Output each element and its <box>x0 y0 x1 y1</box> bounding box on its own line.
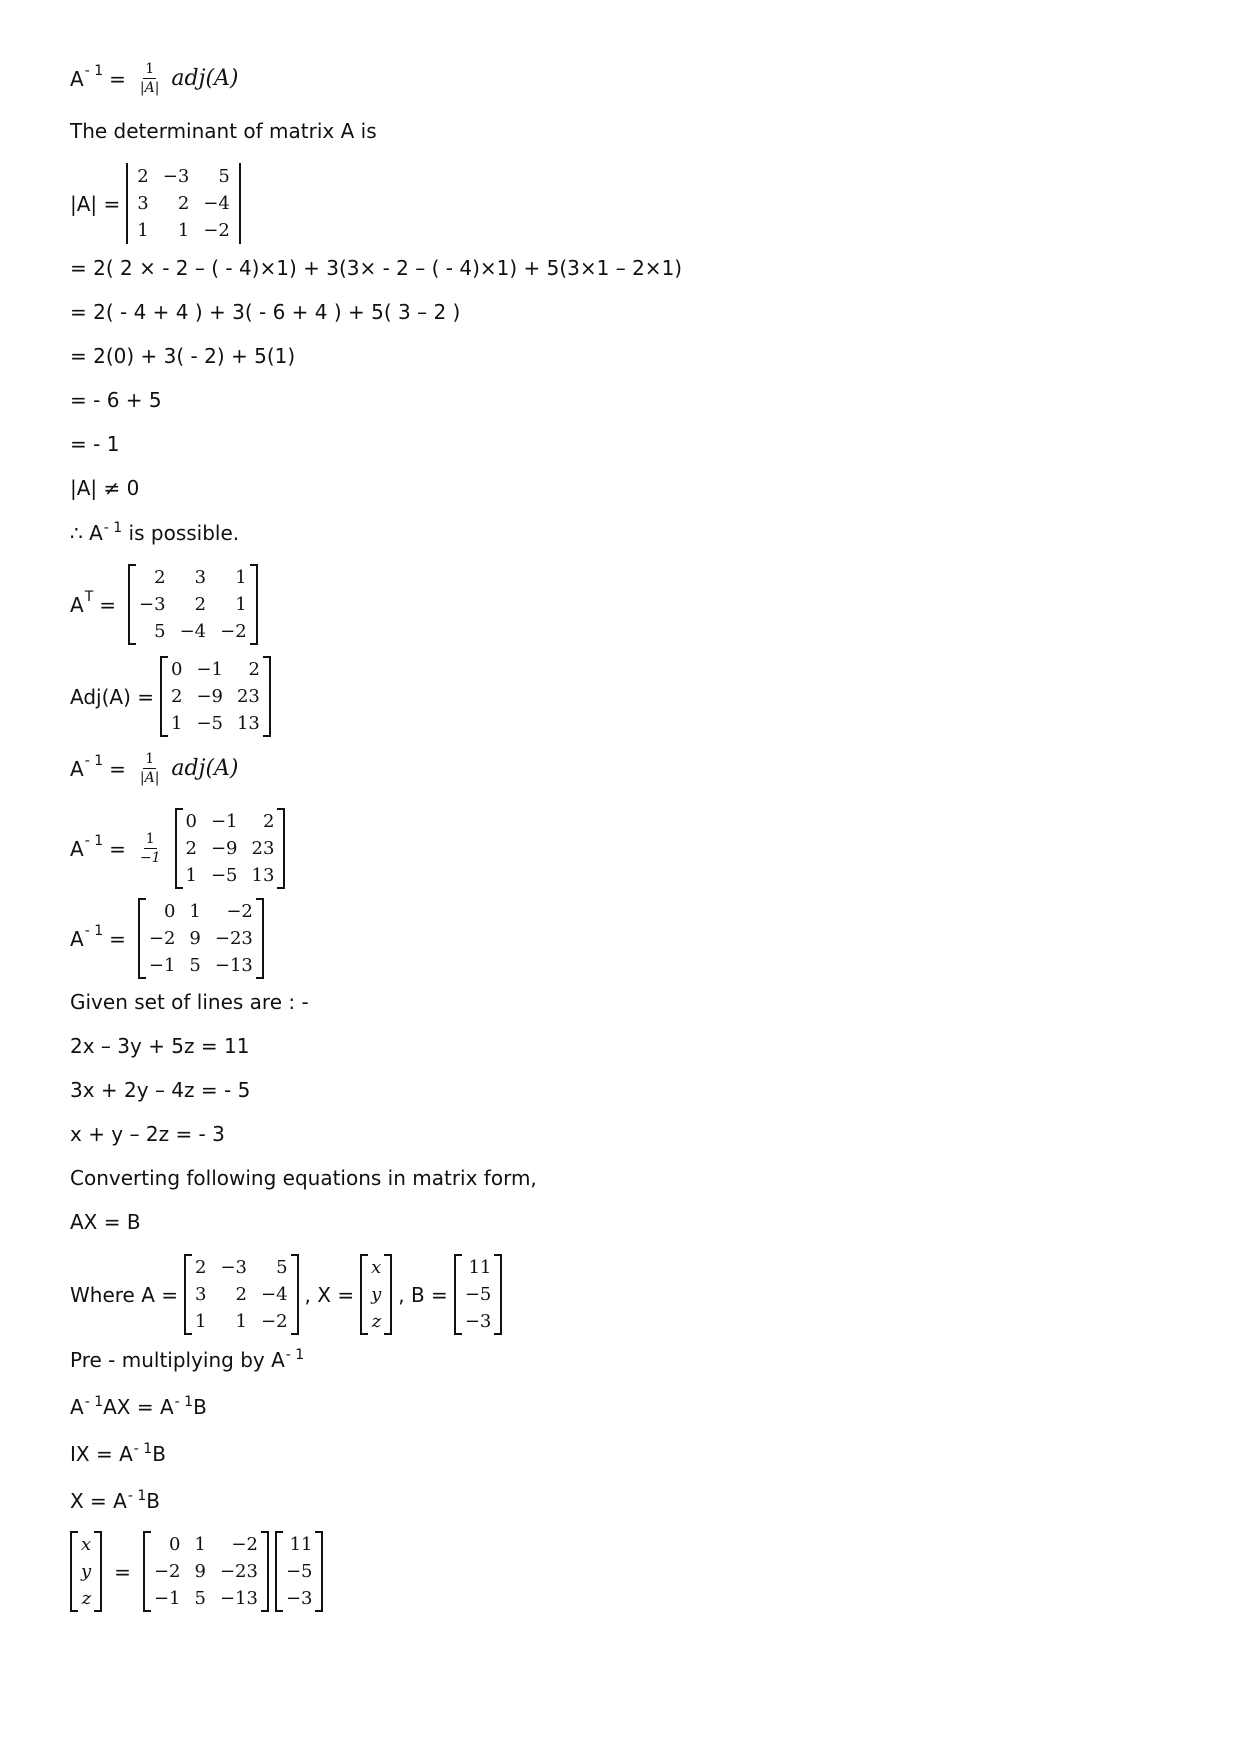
x-label: , X = <box>304 1282 355 1307</box>
matrix-row <box>142 952 260 979</box>
inverse-superscript: - 1 <box>84 62 104 79</box>
determinant-line <box>70 163 247 244</box>
matrix-row <box>147 1585 265 1612</box>
inverse-symbol: A <box>70 926 84 951</box>
inverse-result-line <box>70 898 270 979</box>
matrix-cell: −23 <box>214 928 253 949</box>
matrix-cell: −3 <box>285 1588 313 1609</box>
matrix-cell: −5 <box>285 1561 313 1582</box>
matrix-cell: 2 <box>262 811 275 832</box>
final-equation-line <box>70 1531 329 1612</box>
possible-superscript: - 1 <box>103 520 123 536</box>
matrix-cell: x <box>81 1534 92 1555</box>
matrix-cell: 5 <box>218 166 230 187</box>
matrix-row <box>147 1558 265 1585</box>
matrix-row <box>364 1281 388 1308</box>
matrix-cell: 0 <box>163 901 176 922</box>
equation-line: 2x – 3y + 5z = 11 <box>70 1034 250 1058</box>
matrix-row <box>279 1585 320 1612</box>
matrix-cell: 2 <box>185 838 197 859</box>
matrix-row <box>188 1308 295 1335</box>
matrix-row <box>132 564 254 591</box>
matrix-table <box>132 564 254 645</box>
step-line: = - 1 <box>70 432 120 456</box>
matrix-row <box>364 1308 388 1335</box>
matrix-table <box>364 1254 388 1335</box>
constant-vector <box>275 1531 324 1612</box>
matrix-cell: 3 <box>137 193 149 214</box>
transpose-matrix <box>128 564 258 645</box>
step-superscript: - 1 <box>127 1488 147 1504</box>
matrix-cell: −2 <box>231 1534 258 1555</box>
matrix-cell: 5 <box>194 1588 206 1609</box>
inverse-matrix <box>138 898 264 979</box>
fraction <box>138 62 162 95</box>
matrix-cell: 2 <box>177 193 190 214</box>
fraction-denominator: |A| <box>139 80 160 96</box>
matrix-cell: 0 <box>185 811 197 832</box>
transpose-line <box>70 564 264 645</box>
matrix-table <box>164 656 267 737</box>
matrix-row <box>458 1281 499 1308</box>
premultiply-text: Pre - multiplying by A <box>70 1348 285 1372</box>
matrix-row <box>130 190 237 217</box>
matrix-cell: 1 <box>235 1311 247 1332</box>
matrix-cell: y <box>81 1561 92 1582</box>
matrix-row <box>74 1558 98 1585</box>
matrix-row <box>132 618 254 645</box>
adjoint-term: adj(A) <box>171 66 239 91</box>
inverse-superscript: - 1 <box>84 922 104 939</box>
inverse-formula-line <box>70 62 239 95</box>
matrix-row <box>130 217 237 244</box>
matrix-cell: 2 <box>195 1257 207 1278</box>
adjoint-matrix <box>160 656 271 737</box>
matrix-row <box>279 1531 320 1558</box>
step-text: X = A <box>70 1489 127 1513</box>
matrix-cell: −3 <box>464 1311 492 1332</box>
step-text: AX = A <box>103 1395 174 1419</box>
matrix-cell: −1 <box>196 659 223 680</box>
matrix-row <box>279 1558 320 1585</box>
matrix-cell: −5 <box>210 865 238 886</box>
possible-suffix: is possible. <box>128 521 240 545</box>
matrix-row <box>364 1254 388 1281</box>
equals-sign: = <box>99 592 117 617</box>
matrix-cell: −5 <box>464 1284 492 1305</box>
matrix-cell: 1 <box>235 594 247 615</box>
matrix-cell: 1 <box>137 220 149 241</box>
premultiply-superscript: - 1 <box>285 1347 305 1363</box>
fraction-numerator: 1 <box>145 61 155 77</box>
determinant-label: |A| = <box>70 191 121 216</box>
matrix-cell: −2 <box>148 928 176 949</box>
adjoint-label: Adj(A) = <box>70 684 154 709</box>
fraction <box>138 832 163 865</box>
possible-prefix: ∴ A <box>70 521 103 545</box>
variable-vector <box>360 1254 392 1335</box>
matrix-row <box>164 710 267 737</box>
matrix-cell: −1 <box>153 1588 181 1609</box>
transpose-superscript: T <box>84 588 94 605</box>
step-line: = - 6 + 5 <box>70 388 162 412</box>
fraction-numerator: 1 <box>145 751 155 767</box>
inverse-matrix <box>143 1531 269 1612</box>
premultiply-line <box>70 1348 304 1375</box>
step-text: B <box>152 1442 166 1466</box>
inverse-substitution-line <box>70 808 291 889</box>
matrix-cell: 0 <box>170 659 183 680</box>
possible-line <box>70 521 239 548</box>
matrix-row <box>179 862 282 889</box>
matrix-cell: −9 <box>196 686 223 707</box>
matrix-cell: −2 <box>226 901 253 922</box>
coefficient-matrix <box>184 1254 299 1335</box>
inverse-formula-line <box>70 752 239 785</box>
matrix-cell: 3 <box>195 1284 207 1305</box>
step-superscript: - 1 <box>174 1394 194 1410</box>
matrix-table <box>179 808 282 889</box>
step-text: IX = A <box>70 1442 133 1466</box>
matrix-row <box>164 656 267 683</box>
axb-line: AX = B <box>70 1210 141 1234</box>
step-a-line <box>70 1395 207 1422</box>
matrix-cell: −4 <box>179 621 207 642</box>
matrix-cell: 2 <box>194 594 207 615</box>
matrix-cell: 5 <box>189 955 201 976</box>
matrix-cell: −1 <box>148 955 176 976</box>
matrix-table <box>147 1531 265 1612</box>
matrix-table <box>188 1254 295 1335</box>
constant-vector <box>454 1254 503 1335</box>
equals-sign: = <box>109 836 126 861</box>
matrix-row <box>179 835 282 862</box>
step-superscript: - 1 <box>133 1441 153 1457</box>
matrix-cell: z <box>371 1311 382 1332</box>
where-line <box>70 1254 508 1335</box>
matrix-cell: −3 <box>139 594 166 615</box>
matrix-cell: 2 <box>248 659 260 680</box>
equation-line: x + y – 2z = - 3 <box>70 1122 225 1146</box>
determinant-intro: The determinant of matrix A is <box>70 119 377 143</box>
matrix-cell: 23 <box>236 686 260 707</box>
matrix-row <box>132 591 254 618</box>
matrix-table <box>458 1254 499 1335</box>
matrix-cell: −13 <box>214 955 253 976</box>
inverse-symbol: A <box>70 756 84 781</box>
step-line: = 2( - 4 + 4 ) + 3( - 6 + 4 ) + 5( 3 – 2 ) <box>70 300 461 324</box>
matrix-cell: −2 <box>261 1311 288 1332</box>
matrix-cell: −2 <box>220 621 247 642</box>
equals-sign: = <box>109 66 126 91</box>
matrix-cell: 1 <box>189 901 201 922</box>
matrix-cell: 2 <box>154 567 166 588</box>
matrix-row <box>188 1281 295 1308</box>
fraction-denominator: −1 <box>139 850 161 866</box>
matrix-cell: 1 <box>177 220 190 241</box>
matrix-table <box>130 163 237 244</box>
matrix-cell: 13 <box>236 713 260 734</box>
matrix-cell: 1 <box>235 567 247 588</box>
step-text: B <box>193 1395 207 1419</box>
matrix-row <box>142 898 260 925</box>
matrix-cell: −4 <box>203 193 230 214</box>
matrix-cell: 2 <box>235 1284 247 1305</box>
fraction-numerator: 1 <box>145 831 155 847</box>
matrix-row <box>188 1254 295 1281</box>
matrix-cell: 1 <box>170 713 183 734</box>
where-label: Where A = <box>70 1282 178 1307</box>
inverse-superscript: - 1 <box>84 832 104 849</box>
matrix-cell: y <box>371 1284 382 1305</box>
matrix-cell: z <box>81 1588 92 1609</box>
matrix-cell: 5 <box>276 1257 288 1278</box>
equation-line: 3x + 2y – 4z = - 5 <box>70 1078 251 1102</box>
fraction-denominator: |A| <box>139 770 160 786</box>
matrix-cell: 1 <box>185 865 197 886</box>
matrix-cell: −3 <box>220 1257 247 1278</box>
matrix-cell: 11 <box>468 1257 492 1278</box>
step-superscript: - 1 <box>84 1394 104 1410</box>
step-b-line <box>70 1442 166 1469</box>
matrix-cell: −13 <box>219 1588 258 1609</box>
matrix-cell: −2 <box>153 1561 181 1582</box>
matrix-row <box>458 1254 499 1281</box>
step-line: |A| ≠ 0 <box>70 476 140 500</box>
matrix-cell: 0 <box>169 1534 181 1555</box>
equals-sign: = <box>109 756 126 781</box>
variable-vector <box>70 1531 102 1612</box>
matrix-row <box>179 808 282 835</box>
matrix-cell: 2 <box>137 166 149 187</box>
matrix-table <box>142 898 260 979</box>
matrix-cell: 1 <box>195 1311 207 1332</box>
step-text: B <box>146 1489 161 1513</box>
adjoint-term: adj(A) <box>171 756 239 781</box>
step-c-line <box>70 1489 160 1516</box>
matrix-cell: x <box>371 1257 382 1278</box>
step-line: = 2(0) + 3( - 2) + 5(1) <box>70 344 296 368</box>
matrix-cell: 9 <box>189 928 201 949</box>
matrix-cell: 5 <box>154 621 166 642</box>
inverse-superscript: - 1 <box>84 752 104 769</box>
equals-sign: = <box>114 1559 131 1584</box>
matrix-cell: 13 <box>251 865 275 886</box>
matrix-cell: −1 <box>210 811 238 832</box>
step-text: A <box>70 1395 84 1419</box>
adjoint-line <box>70 656 277 737</box>
given-label: Given set of lines are : - <box>70 990 309 1014</box>
matrix-cell: 11 <box>289 1534 313 1555</box>
matrix-cell: −5 <box>196 713 223 734</box>
step-line: = 2( 2 × - 2 – ( - 4)×1) + 3(3× - 2 – ( - 4)×1) + 5(3×1 – 2×1) <box>70 256 683 280</box>
inverse-symbol: A <box>70 836 84 861</box>
determinant-matrix <box>126 163 241 244</box>
matrix-row <box>147 1531 265 1558</box>
inverse-symbol: A <box>70 66 84 91</box>
converting-text: Converting following equations in matrix form, <box>70 1166 537 1190</box>
b-label: , B = <box>398 1282 448 1307</box>
matrix-cell: 2 <box>170 686 183 707</box>
matrix-cell: 3 <box>194 567 207 588</box>
matrix-cell: −23 <box>219 1561 258 1582</box>
matrix-row <box>130 163 237 190</box>
equals-sign: = <box>109 926 126 951</box>
matrix-row <box>458 1308 499 1335</box>
matrix-table <box>279 1531 320 1612</box>
matrix-cell: −2 <box>203 220 230 241</box>
transpose-label: A <box>70 592 84 617</box>
matrix-row <box>74 1531 98 1558</box>
matrix-table <box>74 1531 98 1612</box>
matrix-cell: 1 <box>194 1534 206 1555</box>
matrix-cell: 23 <box>251 838 275 859</box>
matrix-cell: −9 <box>210 838 238 859</box>
matrix-cell: −4 <box>261 1284 288 1305</box>
matrix-cell: 9 <box>194 1561 206 1582</box>
adjoint-matrix <box>175 808 286 889</box>
matrix-row <box>74 1585 98 1612</box>
matrix-row <box>142 925 260 952</box>
fraction <box>138 752 162 785</box>
matrix-cell: −3 <box>162 166 190 187</box>
matrix-row <box>164 683 267 710</box>
